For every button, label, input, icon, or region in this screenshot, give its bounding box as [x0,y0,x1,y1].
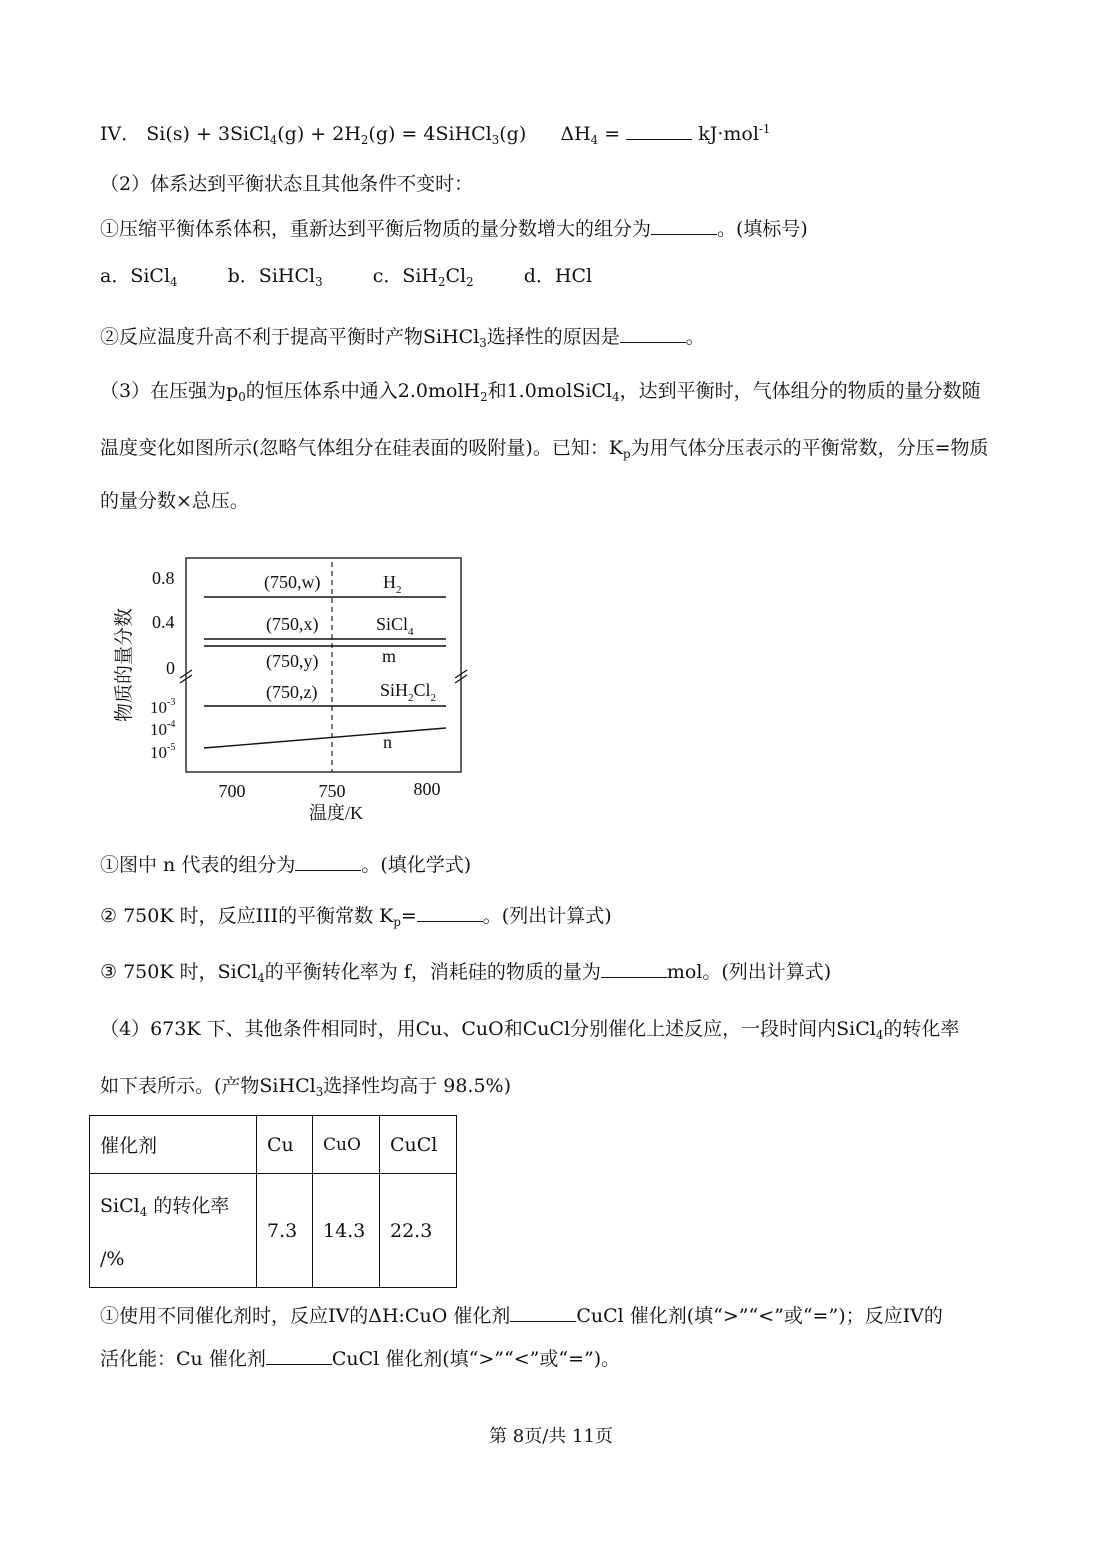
table-cell-cucl: 22.3 [380,1174,457,1288]
q3-sub-1: ①图中 n 代表的组分为 。(填化学式) [100,851,471,877]
y-tick: $10^{-5}$ [150,742,176,762]
table-header-cuo: CuO [313,1116,380,1174]
annotation-w: (750,w) [264,572,321,592]
series-label-SiCl4: SiCl$_4$ [376,614,414,638]
y-tick: 0 [166,658,175,678]
series-label-H2: $H_2$ [383,572,402,596]
q2-item-2: ②反应温度升高不利于提高平衡时产物SiHCl$_3$选择性的原因是 。 [100,323,705,350]
q3-line-2: 温度变化如图所示(忽略气体组分在硅表面的吸附量)。已知：$K_p$为用气体分压表示的平衡常数，分压=物质 [100,437,989,462]
answer-blank[interactable] [626,120,692,140]
q4-sub-2: 活化能：Cu 催化剂 CuCl 催化剂(填“>”“<”或“=”)。 [100,1345,620,1371]
q3-line-3: 的量分数×总压。 [100,490,249,512]
y-axis-label: 物质的量分数 [114,607,135,723]
mole-fraction-chart [100,550,480,830]
table-row-label: SiCl$_4$ 的转化率 /% [90,1174,257,1288]
answer-blank[interactable] [510,1302,576,1322]
series-label-n: n [383,732,392,752]
table-cell-cu: 7.3 [257,1174,313,1288]
line-n [204,728,446,748]
annotation-z: (750,z) [266,682,318,702]
x-axis-label: 温度/K [309,803,363,823]
answer-blank[interactable] [601,958,667,978]
q4-line-1: （4）673K 下、其他条件相同时，用Cu、CuO和CuCl分别催化上述反应，一段时间内SiCl$_4$的转化率 [100,1018,960,1043]
answer-blank[interactable] [266,1345,332,1365]
table-cell-cuo: 14.3 [313,1174,380,1288]
catalyst-table [89,1115,457,1288]
q4-line-2: 如下表所示。(产物SiHCl$_3$选择性均高于 98.5%) [100,1075,512,1100]
q3-sub-3: ③ 750K 时，SiCl$_4$的平衡转化率为 f，消耗硅的物质的量为 mol。(列出计算式) [100,958,831,985]
option-c: c．$SiH_2Cl_2$ [372,265,474,290]
answer-blank[interactable] [295,851,361,871]
q2-options [100,265,592,289]
table-header-cu: Cu [257,1116,313,1174]
q2-item-1: ①压缩平衡体系体积，重新达到平衡后物质的量分数增大的组分为 。(填标号) [100,215,808,241]
annotation-y: (750,y) [266,651,319,671]
table-row [90,1116,457,1174]
y-tick: $10^{-4}$ [150,719,176,739]
y-tick: $10^{-3}$ [150,697,176,717]
y-tick: 0.4 [152,612,175,632]
table-header-catalyst: 催化剂 [90,1116,257,1174]
y-tick: 0.8 [152,568,175,588]
plot-frame [186,558,461,772]
series-label-m: m [382,646,397,666]
x-tick: 750 [318,781,346,801]
page-number: 第 8页/共 11页 [489,1426,613,1447]
q3-line-1: （3）在压强为$p_0$的恒压体系中通入2.0molH$_2$和1.0molSiCl$_4$，达到平衡时，气体组分的物质的量分数随 [100,380,981,405]
x-tick: 700 [218,781,246,801]
table-header-cucl: CuCl [380,1116,457,1174]
answer-blank[interactable] [651,215,717,235]
q2-heading: （2）体系达到平衡状态且其他条件不变时： [100,173,474,195]
q4-sub-1: ①使用不同催化剂时，反应IV的ΔH:CuO 催化剂 CuCl 催化剂(填“>”“<”或“=”)；反应IV的 [100,1302,943,1328]
x-tick: 800 [413,779,441,799]
table-row [90,1174,457,1288]
q3-sub-2: ② 750K 时，反应III的平衡常数 $K_p=$ 。(列出计算式) [100,902,612,929]
option-b: b．SiHCl$_3$ [227,265,323,290]
answer-blank[interactable] [620,323,686,343]
annotation-x: (750,x) [266,614,319,634]
label-iv: IV． [100,123,141,145]
equation-iv: IV． Si(s) + 3SiCl$_4$(g) + $2H_2(g)$ = 4SiHCl$_3$(g) $\Delta H_4 = kJ\cdot mol^{-1}$ [100,121,771,148]
answer-blank[interactable] [417,902,483,922]
option-d: d．HCl [523,265,593,287]
series-label-SiH2Cl2: $SiH_2Cl_2$ [380,680,437,704]
option-a: a．SiCl$_4$ [100,265,178,290]
